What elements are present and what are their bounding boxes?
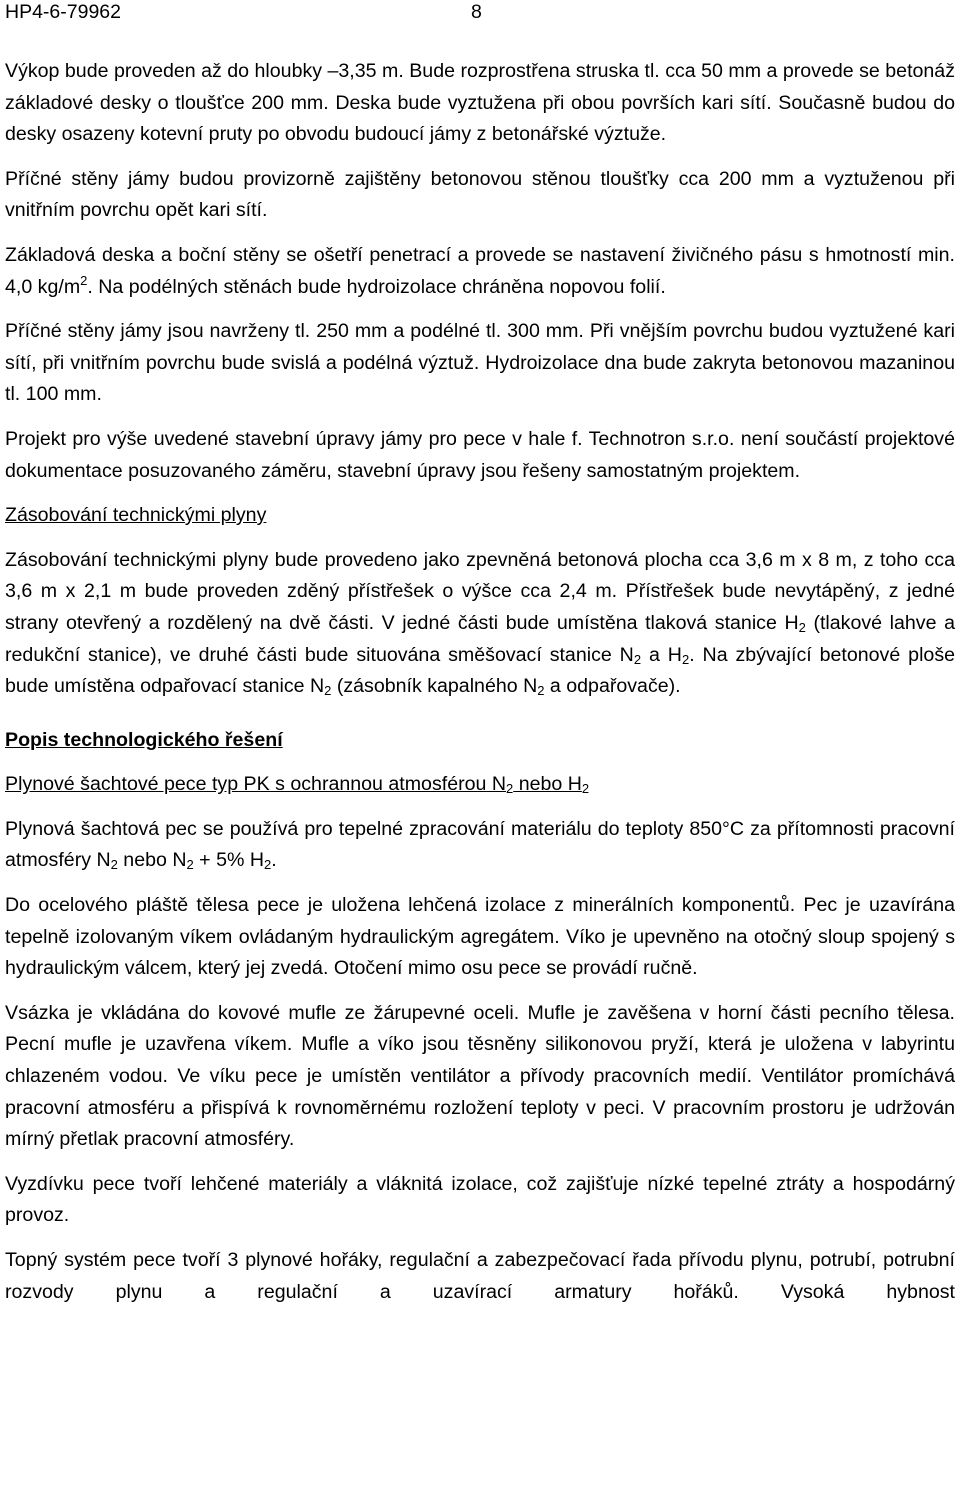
text-span: (tlakové lahve a redukční stanice), ve druhé části bude situována směšovací stanice N [5, 611, 955, 666]
paragraph-foundation-slab [5, 240, 955, 303]
page-number: 8 [471, 1, 482, 23]
text-span: nebo H [513, 773, 582, 796]
text-span: . Na podélných stěnách bude hydroizolace chráněna nopovou folií. [87, 275, 666, 298]
paragraph-excavation: Výkop bude proveden až do hloubky –3,35 m. Bude rozprostřena struska tl. cca 50 mm a provede se betonáž základové desky o tloušťce 200 mm. Deska bude vyztužena při obou površích kari sítí. Současně budou do desky osazeny kotevní pruty po obvodu budoucí jámy z betonářské výztuže. [5, 60, 955, 146]
text-span: + 5% H [193, 849, 264, 872]
subscript: 2 [110, 857, 118, 873]
paragraph-lining: Vyzdívku pece tvoří lehčené materiály a vláknitá izolace, což zajišťuje nízké tepelné ztráty a hospodárný provoz. [5, 1172, 955, 1227]
text-span: a H [641, 643, 682, 666]
subscript: 2 [633, 651, 642, 667]
document-id: HP4-6-79962 [5, 1, 121, 23]
subscript: 2 [186, 857, 194, 873]
page-header [5, 1, 955, 25]
text-span: (zásobník kapalného N [331, 675, 538, 698]
text-span: . [271, 849, 277, 872]
paragraph-gas-supply [5, 545, 955, 703]
section-title-gas-supply: Zásobování technickými plyny [5, 504, 267, 527]
subscript: 2 [324, 683, 332, 699]
subscript: 2 [798, 619, 806, 635]
subscript: 2 [506, 781, 514, 797]
text-span: Plynová šachtová pec se používá pro tepelné zpracování materiálu do teploty 850°C za přítomnosti pracovní atmosféry N [5, 817, 955, 872]
paragraph-transverse-walls: Příčné stěny jámy budou provizorně zajištěny betonovou stěnou tloušťky cca 200 mm a vyztuženou při vnitřním povrchu opět kari sítí. [5, 167, 955, 222]
text-span: Základová deska a boční stěny se ošetří penetrací a provede se nastavení živičného pásu s hmotností min. 4,0 kg/m [5, 243, 955, 298]
paragraph-muffle: Vsázka je vkládána do kovové mufle ze žárupevné oceli. Mufle je zavěšena v horní části pecního tělesa. Pecní mufle je uzavřena víkem. Mufle a víko jsou těsněny silikonovou pryží, která je uložena v labyrintu chlazeném vodou. Ve víku pece je umístěn ventilátor a přívody pracovních medií. Ventilátor promíchává pracovní atmosféru a přispívá k rovnoměrnému rozložení teploty v peci. V pracovním prostoru je udržován mírný přetlak pracovní atmosféry. [5, 1001, 955, 1151]
subscript: 2 [263, 857, 272, 873]
paragraph-furnace-shell: Do ocelového pláště tělesa pece je uložena lehčená izolace z minerálních komponentů. Pec je uzavírána tepelně izolovaným víkem ovládaným hydraulickým agregátem. Víko je upevněno na otočný sloup spojený s hydraulickým válcem, který jej zvedá. Otočení mimo osu pece se provádí ručně. [5, 894, 955, 980]
text-span: a odpařovače). [544, 675, 681, 698]
subsection-title-shaft-furnaces [5, 769, 955, 801]
text-span: nebo N [117, 849, 187, 872]
document-body [5, 56, 955, 1321]
paragraph-furnace-usage [5, 814, 955, 877]
subscript: 2 [681, 651, 690, 667]
subscript: 2 [581, 781, 590, 797]
paragraph-heating-system: Topný systém pece tvoří 3 plynové hořáky, regulační a zabezpečovací řada přívodu plynu, potrubí, potrubní rozvody plynu a regulační a uzavírací armatury hořáků. Vysoká hybnost [5, 1249, 955, 1303]
text-span: Plynové šachtové pece typ PK s ochrannou atmosférou N [5, 773, 507, 796]
text-span: Zásobování technickými plyny bude provedeno jako zpevněná betonová plocha cca 3,6 m x 8 m, z toho cca 3,6 m x 2,1 m bude proveden zděný přístřešek o výšce cca 2,4 m. Přístřešek bude nevytápěný, z jedné strany otevřený a rozdělený na dvě části. V jedné části bude umístěna tlaková stanice H [5, 548, 955, 634]
superscript: 2 [80, 272, 88, 288]
subscript: 2 [537, 683, 545, 699]
paragraph-project-note: Projekt pro výše uvedené stavební úpravy jámy pro pece v hale f. Technotron s.r.o. není součástí projektové dokumentace posuzovaného záměru, stavební úpravy jsou řešeny samostatným projektem. [5, 427, 955, 482]
paragraph-wall-thickness: Příčné stěny jámy jsou navrženy tl. 250 mm a podélné tl. 300 mm. Při vnějším povrchu budou vyztužené kari sítí, při vnitřním povrchu bude svislá a podélná výztuž. Hydroizolace dna bude zakryta betonovou mazaninou tl. 100 mm. [5, 320, 955, 406]
heading-technology-description: Popis technologického řešení [5, 728, 283, 751]
text-span: . Na zbývající betonové ploše bude umístěna odpařovací stanice N [5, 643, 956, 698]
